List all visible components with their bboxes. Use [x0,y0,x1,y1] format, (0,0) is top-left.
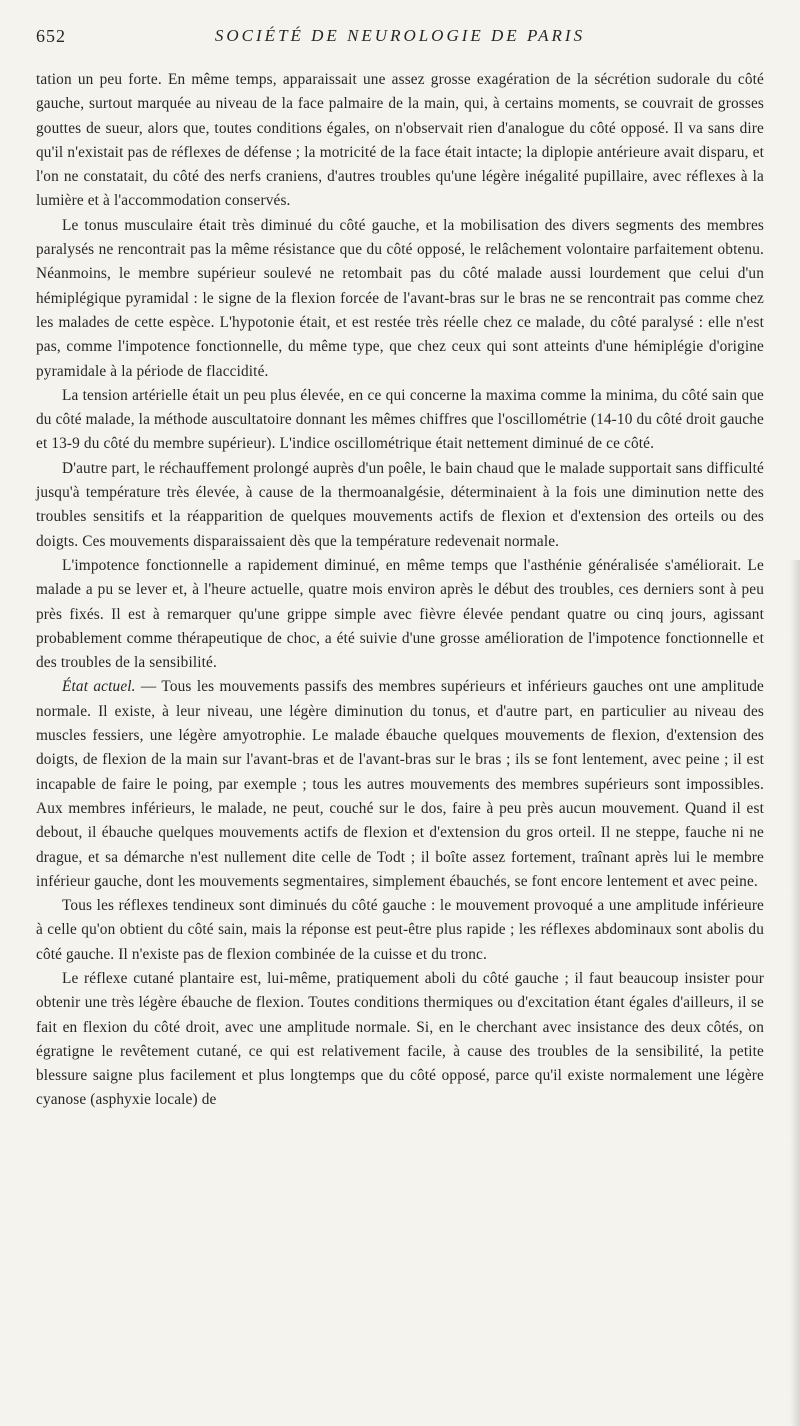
running-head: SOCIÉTÉ DE NEUROLOGIE DE PARIS [214,26,586,45]
section-title: État actuel. [62,678,136,696]
paragraph: L'impotence fonctionnelle a rapidement diminué, en même temps que l'asthénie généralisée s'améliorait. Le malade a pu se lever et, à l'heure actuelle, quatre mois environ après le début des troubles, ces derniers sont à peu près fixés. Il est à remarquer qu'une grippe simple avec fièvre élevée pendant quatre ou cinq jours, agissant probablement comme thérapeutique de choc, a été suivie d'une grosse amélioration de l'impotence fonctionnelle et des troubles de la sensibilité. [36,556,764,672]
paragraph: Tous les réflexes tendineux sont diminués du côté gauche : le mouvement provoqué a une amplitude inférieure à celle qu'on obtient du côté sain, mais la réponse est peut-être plus rapide ; les réflexes abdominaux sont abolis du côté gauche. Il n'existe pas de flexion combinée de la cuisse et du tronc. [36,897,764,963]
paragraph: Le tonus musculaire était très diminué du côté gauche, et la mobilisation des divers segments des membres paralysés ne rencontrait pas la même résistance que du côté opposé, le relâchement volontaire parfaitement obtenu. Néanmoins, le membre supérieur soulevé ne retombait pas du côté malade aussi lourdement que celui d'un hémiplégique pyramidal : le signe de la flexion forcée de l'avant-bras sur le bras ne se rencontrait pas comme chez les malades de cette espèce. L'hypotonie était, et est restée très réelle chez ce malade, du côté paralysé : elle n'est pas, comme l'impotence fonctionnelle, du même type, que chez ceux qui sont atteints d'une hémiplégie d'origine pyramidale à la période de flaccidité. [36,216,764,380]
paragraph: Le réflexe cutané plantaire est, lui-même, pratiquement aboli du côté gauche ; il faut beaucoup insister pour obtenir une très légère ébauche de flexion. Toutes conditions thermiques ou d'excitation étant égales d'ailleurs, il se fait en flexion du côté droit, avec une amplitude normale. Si, en le cherchant avec insistance des deux côtés, on égratigne le revêtement cutané, ce qui est relativement facile, à cause des troubles de la sensibilité, la petite blessure saigne plus facilement et plus longtemps que du côté opposé, parce qu'il existe normalement une légère cyanose (asphyxie locale) de [36,969,764,1109]
paragraph: tation un peu forte. En même temps, apparaissait une assez grosse exagération de la sécrétion sudorale du côté gauche, surtout marquée au niveau de la face palmaire de la main, qui, à certains moments, se couvrait de grosses gouttes de sueur, alors que, toutes conditions égales, on n'observait rien d'analogue du côté opposé. Il va sans dire qu'il n'existait pas de réflexes de défense ; la motricité de la face était intacte; la diplopie antérieure avait disparu, et l'on ne constatait, du côté des nerfs craniens, d'autres troubles qu'une légère inégalité pupillaire, avec réflexes à la lumière et à l'accommodation conservés. [36,71,764,210]
paragraph-etat-actuel: État actuel. — Tous les mouvements passifs des membres supérieurs et inférieurs gauches ont une amplitude normale. Il existe, à leur niveau, une légère diminution du tonus, et d'autre part, en particulier au niveau des muscles fessiers, une légère amyotrophie. Le malade ébauche quelques mouvements de flexion, d'extension des doigts, de flexion de la main sur l'avant-bras et de l'avant-bras sur le bras ; ils se font lentement, avec peine ; il est incapable de faire le poing, par exemple ; tous les autres mouvements des membres supérieurs sont impossibles. Aux membres inférieurs, le malade, ne peut, couché sur le dos, faire à peu près aucun mouvement. Quand il est debout, il ébauche quelques mouvements actifs de flexion et d'extension du gros orteil. Il ne steppe, fauche ni ne drague, et sa démarche n'est nullement dite celle de Todt ; il boîte assez fortement, traînant après lui le membre inférieur gauche, dont les mouvements segmentaires, simplement ébauchés, se font encore lentement et avec peine. [36,678,764,890]
page-number: 652 [36,26,66,46]
paragraph: La tension artérielle était un peu plus élevée, en ce qui concerne la maxima comme la minima, du côté sain que du côté malade, la méthode auscultatoire donnant les mêmes chiffres que l'oscillométrie (14-10 du côté droit gauche et 13-9 du côté du membre supérieur). L'indice oscillométrique était nettement diminué de ce côté. [36,386,764,453]
paragraph: D'autre part, le réchauffement prolongé auprès d'un poêle, le bain chaud que le malade supportait sans difficulté jusqu'à température très élevée, à cause de la thermoanalgésie, déterminaient à la fois une diminution nette des troubles sensitifs et la réapparition de quelques mouvements actifs de flexion et d'extension des orteils ou des doigts. Ces mouvements disparaissaient dès que la température redevenait normale. [36,459,764,550]
article-body [36,68,764,1113]
paragraph-text: Tous les mouvements passifs des membres supérieurs et inférieurs gauches ont une amplitude normale. Il existe, à leur niveau, une légère diminution du tonus, et d'autre part, en particulier au niveau des muscles fessiers, une légère amyotrophie. Le malade ébauche quelques mouvements de flexion, d'extension des doigts, de flexion de la main sur l'avant-bras et de l'avant-bras sur le bras ; ils se font lentement, avec peine ; il est incapable de faire le poing, par exemple ; tous les autres mouvements des membres supérieurs sont impossibles. Aux membres inférieurs, le malade, ne peut, couché sur le dos, faire à peu près aucun mouvement. Quand il est debout, il ébauche quelques mouvements actifs de flexion et d'extension du gros orteil. Il ne steppe, fauche ni ne drague, et sa démarche n'est nullement dite celle de Todt ; il boîte assez fortement, traînant après lui le membre inférieur gauche, dont les mouvements segmentaires, simplement ébauchés, se font encore lentement et avec peine. [36,678,764,890]
page-header [36,26,764,56]
journal-page [36,26,764,1113]
page-edge-shadow [790,560,800,1426]
